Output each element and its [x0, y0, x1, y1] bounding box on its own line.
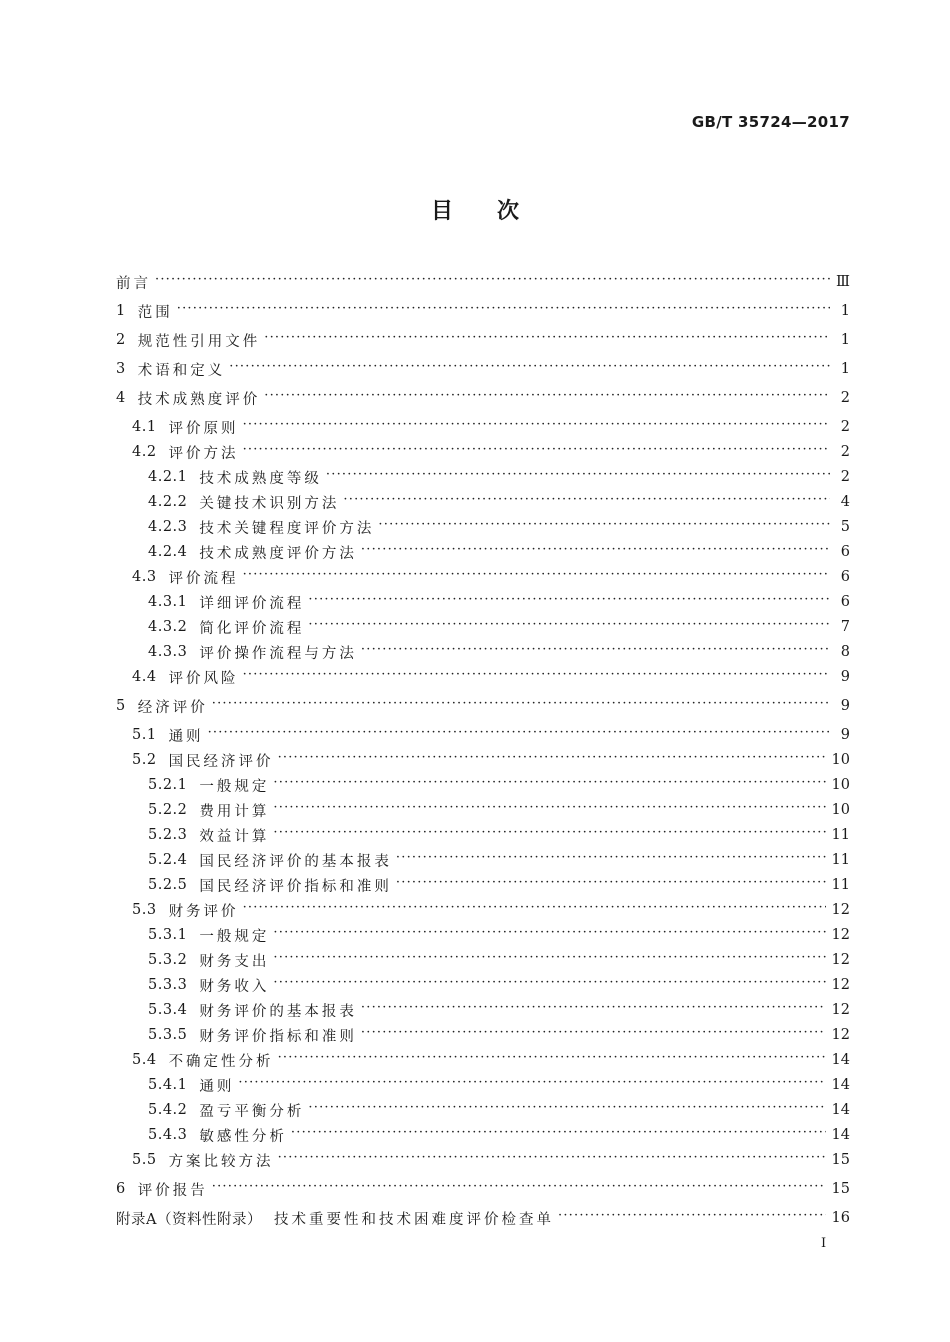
- toc-leader-dots: [308, 1102, 825, 1118]
- toc-entry-page: 10: [831, 802, 850, 818]
- toc-entry-number: 5: [116, 698, 126, 714]
- toc-entry-number: 5.3.4: [148, 1002, 188, 1018]
- toc-leader-dots: [208, 727, 830, 743]
- toc-leader-dots: [243, 444, 830, 460]
- toc-leader-dots: [378, 519, 830, 535]
- toc-entry-label: [148, 925, 269, 946]
- toc-entry-page: 14: [831, 1127, 850, 1143]
- toc-entry-title: 一般规定: [199, 928, 270, 945]
- toc-entry[interactable]: [116, 798, 850, 822]
- toc-entry-title: 术语和定义: [137, 362, 226, 379]
- page-number: I: [821, 1236, 827, 1251]
- toc-entry-page: 1: [840, 332, 850, 348]
- toc-entry-title: 关键技术识别方法: [199, 495, 340, 512]
- toc-entry-number: 2: [116, 332, 126, 348]
- toc-leader-dots: [229, 361, 830, 377]
- toc-entry-title: 评价方法: [168, 445, 239, 462]
- toc-entry-title: 经济评价: [137, 699, 208, 716]
- toc-leader-dots: [155, 274, 830, 290]
- toc-entry-title: 费用计算: [199, 803, 270, 820]
- toc-entry-label: [148, 850, 392, 871]
- toc-leader-dots: [278, 1152, 826, 1168]
- toc-entry-number: 5.2.3: [148, 827, 188, 843]
- toc-entry-number: 5.4: [132, 1052, 157, 1068]
- toc-entry[interactable]: [116, 615, 850, 639]
- toc-entry-title: 国民经济评价: [168, 753, 274, 770]
- toc-entry[interactable]: [116, 386, 850, 410]
- toc-entry-page: 6: [840, 594, 850, 610]
- toc-entry-number: 5.2.2: [148, 802, 188, 818]
- toc-leader-dots: [273, 952, 825, 968]
- toc-entry-number: 4.2: [132, 444, 157, 460]
- toc-entry-number: 附录A（资料性附录）: [116, 1211, 262, 1228]
- toc-leader-dots: [243, 669, 830, 685]
- toc-entry-label: [148, 467, 322, 488]
- toc-entry-label: [116, 330, 260, 351]
- toc-leader-dots: [558, 1210, 826, 1226]
- toc-entry-label: [116, 1208, 554, 1229]
- toc-entry-page: 2: [840, 390, 850, 406]
- toc-entry[interactable]: [116, 1206, 850, 1230]
- toc-entry[interactable]: [116, 665, 850, 689]
- toc-entry-title: 盈亏平衡分析: [199, 1103, 305, 1120]
- toc-entry-title: 前言: [116, 275, 151, 292]
- toc-entry[interactable]: [116, 640, 850, 664]
- toc-entry-label: [116, 359, 225, 380]
- toc-entry-label: [132, 567, 239, 588]
- toc-leader-dots: [308, 594, 830, 610]
- toc-leader-dots: [396, 877, 826, 893]
- toc-leader-dots: [238, 1077, 825, 1093]
- toc-entry[interactable]: [116, 328, 850, 352]
- toc-leader-dots: [361, 644, 830, 660]
- toc-entry-number: 4.3.3: [148, 644, 188, 660]
- toc-entry-title: 简化评价流程: [199, 620, 305, 637]
- toc-entry-label: [132, 750, 274, 771]
- toc-entry-number: 4.3: [132, 569, 157, 585]
- toc-entry-label: [132, 442, 239, 463]
- toc-leader-dots: [308, 619, 830, 635]
- toc-entry[interactable]: [116, 590, 850, 614]
- toc-entry-page: 14: [831, 1077, 850, 1093]
- toc-entry-page: 12: [831, 1002, 850, 1018]
- toc-entry-number: 1: [116, 303, 126, 319]
- toc-leader-dots: [396, 852, 826, 868]
- toc-entry-page: 14: [831, 1102, 850, 1118]
- toc-entry-page: 12: [831, 902, 850, 918]
- toc-entry-number: 5.4.2: [148, 1102, 188, 1118]
- toc-entry[interactable]: [116, 565, 850, 589]
- toc-entry-label: [116, 272, 151, 293]
- toc-entry-title: 评价风险: [168, 670, 239, 687]
- toc-entry[interactable]: [116, 998, 850, 1022]
- toc-entry-label: [148, 617, 304, 638]
- toc-leader-dots: [264, 332, 830, 348]
- toc-entry-number: 4.2.2: [148, 494, 188, 510]
- toc-title: 目次: [430, 199, 563, 224]
- toc-entry-number: 4.4: [132, 669, 157, 685]
- toc-entry-label: [148, 517, 374, 538]
- toc-entry-title: 一般规定: [199, 778, 270, 795]
- toc-entry-title: 通则: [168, 728, 204, 745]
- toc-entry[interactable]: [116, 873, 850, 897]
- toc-entry-page: 12: [831, 1027, 850, 1043]
- toc-entry[interactable]: [116, 1148, 850, 1172]
- toc-entry-page: 2: [840, 469, 850, 485]
- toc-leader-dots: [361, 544, 830, 560]
- toc-entry-number: 5.4.1: [148, 1077, 188, 1093]
- toc-entry-page: 7: [840, 619, 850, 635]
- toc-entry-title: 技术成熟度等级: [199, 470, 322, 487]
- toc-entry-label: [116, 301, 173, 322]
- toc-entry-page: 8: [840, 644, 850, 660]
- toc-entry-number: 4.2.4: [148, 544, 188, 560]
- toc-entry-title: 规范性引用文件: [137, 333, 261, 350]
- toc-entry-page: 6: [840, 569, 850, 585]
- toc-entry-title: 财务评价: [168, 903, 239, 920]
- toc-entry-page: 16: [831, 1210, 850, 1226]
- toc-entry-title: 不确定性分析: [168, 1053, 274, 1070]
- toc-entry[interactable]: [116, 1048, 850, 1072]
- toc-entry-page: 6: [840, 544, 850, 560]
- toc-leader-dots: [273, 927, 825, 943]
- toc-leader-dots: [361, 1002, 826, 1018]
- toc-entry-page: 2: [840, 419, 850, 435]
- toc-entry[interactable]: [116, 1123, 850, 1147]
- toc-leader-dots: [273, 827, 825, 843]
- toc-entry-page: 15: [831, 1181, 850, 1197]
- toc-entry-title: 评价流程: [168, 570, 239, 587]
- toc-entry-label: [132, 1150, 274, 1171]
- toc-leader-dots: [361, 1027, 826, 1043]
- toc-entry-label: [132, 725, 204, 746]
- toc-entry[interactable]: [116, 270, 850, 294]
- toc-entry-label: [148, 542, 357, 563]
- toc-entry-title: 详细评价流程: [199, 595, 305, 612]
- toc-entry[interactable]: [116, 848, 850, 872]
- toc-entry[interactable]: [116, 515, 850, 539]
- toc-leader-dots: [177, 303, 830, 319]
- toc-entry-page: 5: [840, 519, 850, 535]
- toc-entry-page: 9: [840, 698, 850, 714]
- toc-entry-number: 5.2.1: [148, 777, 188, 793]
- toc-entry-title: 技术成熟度评价方法: [199, 545, 357, 562]
- toc-entry-title: 敏感性分析: [199, 1128, 287, 1145]
- toc-entry-page: 12: [831, 952, 850, 968]
- toc-entry-label: [148, 642, 357, 663]
- toc-entry-label: [132, 900, 239, 921]
- toc-entry-page: 9: [840, 669, 850, 685]
- standard-code: GB/T 35724—2017: [691, 113, 850, 131]
- toc-entry-number: 3: [116, 361, 126, 377]
- toc-entry-page: 12: [831, 927, 850, 943]
- toc-entry-title: 方案比较方法: [168, 1153, 274, 1170]
- toc-entry-title: 技术重要性和技术困难度评价检查单: [273, 1211, 554, 1228]
- toc-leader-dots: [264, 390, 830, 406]
- toc-entry-number: 4.1: [132, 419, 157, 435]
- toc-entry-title: 评价报告: [137, 1182, 208, 1199]
- toc-entry-number: 4.3.1: [148, 594, 188, 610]
- toc-entry-label: [148, 1000, 357, 1021]
- toc-entry-title: 效益计算: [199, 828, 270, 845]
- toc-entry-label: [148, 1075, 234, 1096]
- toc-entry-page: Ⅲ: [836, 274, 850, 290]
- toc-entry-title: 评价操作流程与方法: [199, 645, 357, 662]
- toc-entry-title: 财务评价的基本报表: [199, 1003, 357, 1020]
- toc-entry[interactable]: [116, 440, 850, 464]
- toc-entry-number: 4.2.3: [148, 519, 188, 535]
- toc-entry-label: [148, 975, 269, 996]
- toc-entry-label: [116, 696, 208, 717]
- toc-entry-label: [148, 1025, 357, 1046]
- toc-entry-number: 5.5: [132, 1152, 157, 1168]
- toc-entry-label: [148, 800, 269, 821]
- toc-entry-label: [132, 667, 239, 688]
- toc-entry-title: 技术关键程度评价方法: [199, 520, 375, 537]
- toc-entry[interactable]: [116, 299, 850, 323]
- toc-entry[interactable]: [116, 773, 850, 797]
- toc-entry-number: 5.3: [132, 902, 157, 918]
- toc-entry-page: 1: [840, 361, 850, 377]
- toc-entry[interactable]: [116, 490, 850, 514]
- toc-entry-title: 范围: [137, 304, 173, 321]
- toc-entry-page: 9: [840, 727, 850, 743]
- toc-entry-number: 5.3.3: [148, 977, 188, 993]
- toc-entry[interactable]: [116, 1098, 850, 1122]
- toc-entry-number: 5.4.3: [148, 1127, 188, 1143]
- toc-entry-page: 10: [831, 752, 850, 768]
- toc-leader-dots: [212, 698, 830, 714]
- toc-entry-label: [116, 388, 260, 409]
- toc-entry-label: [148, 825, 269, 846]
- toc-leader-dots: [273, 802, 825, 818]
- toc-entry-label: [148, 875, 392, 896]
- toc-entry[interactable]: [116, 823, 850, 847]
- toc-leader-dots: [291, 1127, 826, 1143]
- toc-entry-title: 评价原则: [168, 420, 239, 437]
- toc-entry-page: 11: [831, 852, 850, 868]
- toc-entry-title: 财务支出: [199, 953, 270, 970]
- toc-entry-number: 5.3.2: [148, 952, 188, 968]
- toc-entry-label: [148, 950, 269, 971]
- toc-entry[interactable]: [116, 723, 850, 747]
- toc-entry-title: 国民经济评价的基本报表: [199, 853, 392, 870]
- toc-entry[interactable]: [116, 1023, 850, 1047]
- toc-entry-page: 11: [831, 827, 850, 843]
- toc-entry-number: 5.3.1: [148, 927, 188, 943]
- toc-entry-number: 5.3.5: [148, 1027, 188, 1043]
- toc-entry[interactable]: [116, 694, 850, 718]
- toc-entry-title: 国民经济评价指标和准则: [199, 878, 392, 895]
- toc-leader-dots: [326, 469, 830, 485]
- toc-entry-page: 1: [840, 303, 850, 319]
- toc-leader-dots: [243, 569, 830, 585]
- toc-entry-page: 4: [840, 494, 850, 510]
- toc-entry-number: 5.1: [132, 727, 157, 743]
- toc-entry-page: 2: [840, 444, 850, 460]
- toc-entry[interactable]: [116, 898, 850, 922]
- toc-entry-number: 5.2: [132, 752, 157, 768]
- toc-entry-label: [148, 1125, 287, 1146]
- toc-entry-number: 4.3.2: [148, 619, 188, 635]
- toc-leader-dots: [278, 1052, 826, 1068]
- toc-entry-title: 通则: [199, 1078, 235, 1095]
- toc-entry-page: 14: [831, 1052, 850, 1068]
- toc-entry-number: 4.2.1: [148, 469, 188, 485]
- toc-entry-page: 12: [831, 977, 850, 993]
- toc-entry[interactable]: [116, 1177, 850, 1201]
- toc-entry-page: 15: [831, 1152, 850, 1168]
- toc-entry-page: 10: [831, 777, 850, 793]
- toc-entry-title: 财务评价指标和准则: [199, 1028, 357, 1045]
- toc-leader-dots: [243, 902, 826, 918]
- toc-entry-label: [148, 775, 269, 796]
- toc-entry-title: 财务收入: [199, 978, 270, 995]
- toc-entry-number: 5.2.5: [148, 877, 188, 893]
- toc-entry[interactable]: [116, 357, 850, 381]
- toc-entry-label: [148, 492, 339, 513]
- toc-leader-dots: [278, 752, 826, 768]
- toc-leader-dots: [343, 494, 830, 510]
- toc-entry-label: [148, 1100, 304, 1121]
- toc-entry[interactable]: [116, 1073, 850, 1097]
- toc-leader-dots: [243, 419, 830, 435]
- toc-entry[interactable]: [116, 465, 850, 489]
- toc-leader-dots: [273, 777, 825, 793]
- toc-entry[interactable]: [116, 540, 850, 564]
- toc-entry-number: 4: [116, 390, 126, 406]
- toc-leader-dots: [273, 977, 825, 993]
- toc-entry-label: [132, 1050, 274, 1071]
- toc-entry-label: [116, 1179, 208, 1200]
- toc-entry-number: 5.2.4: [148, 852, 188, 868]
- toc-entry[interactable]: [116, 748, 850, 772]
- toc-leader-dots: [212, 1181, 826, 1197]
- toc-entry-number: 6: [116, 1181, 126, 1197]
- toc-entry[interactable]: [116, 973, 850, 997]
- toc-entry-title: 技术成熟度评价: [137, 391, 261, 408]
- toc-entry-label: [132, 417, 239, 438]
- toc-entry[interactable]: [116, 415, 850, 439]
- toc-entry[interactable]: [116, 948, 850, 972]
- toc-entry-label: [148, 592, 304, 613]
- toc-entry[interactable]: [116, 923, 850, 947]
- toc-entry-page: 11: [831, 877, 850, 893]
